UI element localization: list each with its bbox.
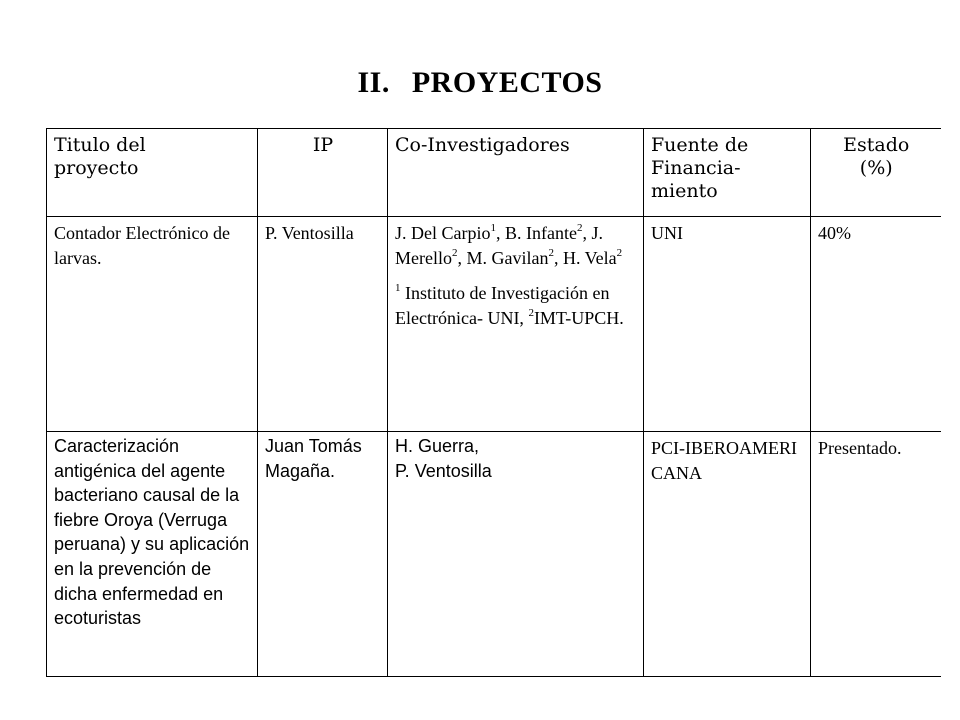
projects-table <box>46 128 941 677</box>
header-co-investigadores: Co-Investigadores <box>388 129 644 217</box>
cell-estado: Presentado. <box>811 432 941 677</box>
table-row <box>47 432 941 677</box>
header-estado: Estado (%) <box>811 129 941 217</box>
cell-titulo: Contador Electrónico de larvas. <box>47 217 258 432</box>
cell-estado: 40% <box>811 217 941 432</box>
cell-ip: P. Ventosilla <box>258 217 388 432</box>
affiliations-footnote: $^1$ Instituto de Investigación en Electrónica- UNI, $^2$IMT-UPCH. <box>395 282 624 328</box>
header-titulo: Titulo del proyecto <box>47 129 258 217</box>
page-title <box>0 66 960 100</box>
table-header-row <box>47 129 941 217</box>
section-title: PROYECTOS <box>411 66 603 99</box>
cell-co-investigadores: H. Guerra, P. Ventosilla <box>388 432 644 677</box>
header-ip: IP <box>258 129 388 217</box>
cell-co-investigadores: J. Del Carpio$^1$, B. Infante$^2$, J. Merello$^2$, M. Gavilan$^2$, H. Vela$^2$ $^1$ Instituto de Investigación en Electrónica- UNI, $^2$IMT-UPCH. <box>388 217 644 432</box>
cell-fuente: PCI-IBEROAMERICANA <box>644 432 811 677</box>
section-number: II. <box>357 66 390 99</box>
cell-titulo: Caracterización antigénica del agente bacteriano causal de la fiebre Oroya (Verruga peruana) y su aplicación en la prevención de dicha enfermedad en ecoturistas <box>47 432 258 677</box>
cell-ip: Juan Tomás Magaña. <box>258 432 388 677</box>
header-fuente: Fuente de Financia- miento <box>644 129 811 217</box>
table-row <box>47 217 941 432</box>
cell-fuente: UNI <box>644 217 811 432</box>
